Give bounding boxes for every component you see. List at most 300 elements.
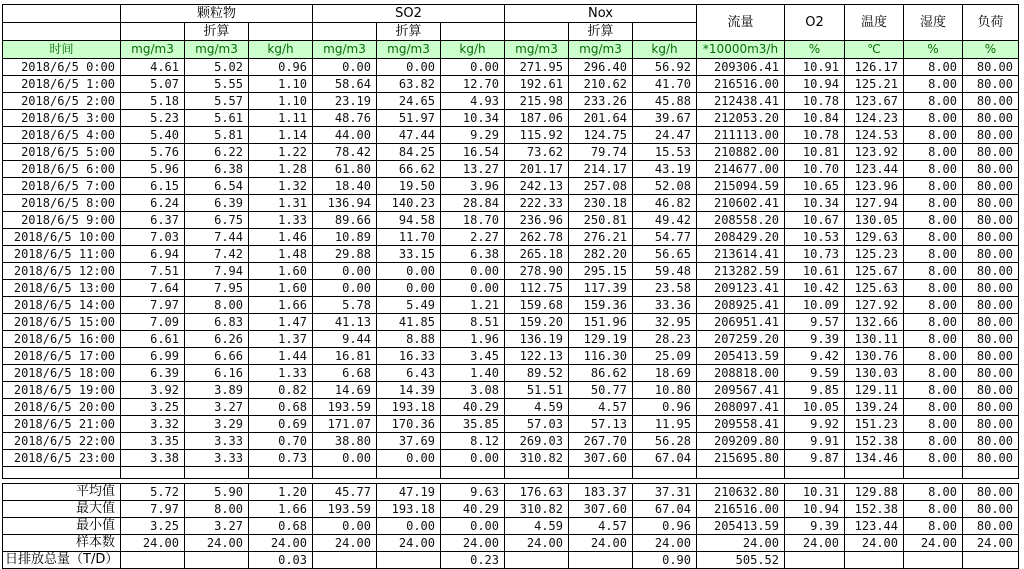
cell-so2-mgm3 <box>313 552 377 569</box>
cell-temp: 130.03 <box>845 365 904 382</box>
cell-nox-mgm3: 176.63 <box>505 484 569 501</box>
cell-o2: 9.85 <box>785 382 845 399</box>
cell-o2: 10.67 <box>785 212 845 229</box>
cell-o2: 24.00 <box>785 535 845 552</box>
cell-load: 80.00 <box>963 331 1019 348</box>
cell-so2-mgm3: 23.19 <box>313 93 377 110</box>
cell-flow: 211113.00 <box>697 127 785 144</box>
cell-flow: 208818.00 <box>697 365 785 382</box>
cell-nox-mgm3: 57.03 <box>505 416 569 433</box>
summary-label: 日排放总量（T/D） <box>3 552 121 569</box>
cell-so2-conv-mgm3: 11.70 <box>377 229 441 246</box>
cell-o2: 10.94 <box>785 501 845 518</box>
unit-nox-kgh: kg/h <box>633 41 697 59</box>
unit-flow: *10000m3/h <box>697 41 785 59</box>
cell-so2-kgh: 3.08 <box>441 382 505 399</box>
header-row-units <box>3 41 1019 59</box>
cell-pm-conv-mgm3: 8.00 <box>185 297 249 314</box>
cell-flow: 212438.41 <box>697 93 785 110</box>
cell-nox-mgm3: 4.59 <box>505 518 569 535</box>
cell-pm-kgh: 0.96 <box>249 59 313 76</box>
cell-so2-kgh: 0.00 <box>441 450 505 467</box>
cell-pm-conv-mgm3: 7.44 <box>185 229 249 246</box>
cell-so2-conv-mgm3: 16.33 <box>377 348 441 365</box>
cell-nox-conv-mgm3: 276.21 <box>569 229 633 246</box>
cell-pm-conv-mgm3: 3.33 <box>185 433 249 450</box>
summary-row <box>3 552 1019 569</box>
cell-flow: 213282.59 <box>697 263 785 280</box>
cell-nox-mgm3: 24.00 <box>505 535 569 552</box>
cell-so2-kgh: 3.96 <box>441 178 505 195</box>
cell-pm-mgm3: 6.15 <box>121 178 185 195</box>
cell-humidity: 8.00 <box>904 484 963 501</box>
cell-o2: 10.42 <box>785 280 845 297</box>
time-column-header: 时间 <box>3 41 121 59</box>
cell-nox-conv-mgm3: 282.20 <box>569 246 633 263</box>
sub-header-so2-conv: 折算 <box>377 23 441 41</box>
cell-nox-kgh: 39.67 <box>633 110 697 127</box>
cell-pm-kgh: 1.32 <box>249 178 313 195</box>
cell-time: 2018/6/5 12:00 <box>3 263 121 280</box>
cell-temp: 123.67 <box>845 93 904 110</box>
cell-nox-kgh: 28.23 <box>633 331 697 348</box>
cell-pm-mgm3: 3.32 <box>121 416 185 433</box>
cell-so2-mgm3: 14.69 <box>313 382 377 399</box>
cell-time: 2018/6/5 5:00 <box>3 144 121 161</box>
empty-cell <box>441 23 505 41</box>
cell-nox-conv-mgm3: 307.60 <box>569 501 633 518</box>
cell-pm-mgm3: 7.03 <box>121 229 185 246</box>
cell-pm-kgh: 0.03 <box>249 552 313 569</box>
table-row <box>3 382 1019 399</box>
cell-nox-kgh: 56.92 <box>633 59 697 76</box>
cell-so2-mgm3: 78.42 <box>313 144 377 161</box>
cell-nox-mgm3: 187.06 <box>505 110 569 127</box>
cell-humidity: 8.00 <box>904 280 963 297</box>
unit-so2-mgm3: mg/m3 <box>313 41 377 59</box>
table-row <box>3 127 1019 144</box>
cell-nox-conv-mgm3: 117.39 <box>569 280 633 297</box>
cell-load: 80.00 <box>963 416 1019 433</box>
cell-load: 80.00 <box>963 433 1019 450</box>
cell-so2-mgm3: 0.00 <box>313 263 377 280</box>
cell-humidity: 8.00 <box>904 144 963 161</box>
cell-nox-conv-mgm3: 116.30 <box>569 348 633 365</box>
cell-so2-mgm3: 61.80 <box>313 161 377 178</box>
cell-o2: 10.61 <box>785 263 845 280</box>
cell-so2-mgm3: 24.00 <box>313 535 377 552</box>
cell-so2-kgh: 0.23 <box>441 552 505 569</box>
cell-nox-conv-mgm3: 57.13 <box>569 416 633 433</box>
cell-temp: 129.63 <box>845 229 904 246</box>
sub-header-nox-conv: 折算 <box>569 23 633 41</box>
cell-so2-kgh: 40.29 <box>441 399 505 416</box>
cell-so2-conv-mgm3: 47.44 <box>377 127 441 144</box>
cell-pm-mgm3: 5.72 <box>121 484 185 501</box>
table-row <box>3 365 1019 382</box>
cell-pm-conv-mgm3: 3.89 <box>185 382 249 399</box>
cell-so2-kgh: 1.21 <box>441 297 505 314</box>
unit-load: % <box>963 41 1019 59</box>
header-o2: O2 <box>785 5 845 41</box>
cell-pm-kgh: 1.60 <box>249 280 313 297</box>
cell-flow: 207259.20 <box>697 331 785 348</box>
cell-temp: 125.67 <box>845 263 904 280</box>
cell-pm-conv-mgm3: 5.90 <box>185 484 249 501</box>
cell-humidity: 8.00 <box>904 195 963 212</box>
cell-nox-conv-mgm3: 307.60 <box>569 450 633 467</box>
header-block <box>3 5 1019 59</box>
unit-so2-conv-mgm3: mg/m3 <box>377 41 441 59</box>
cell-humidity: 8.00 <box>904 433 963 450</box>
cell-time: 2018/6/5 0:00 <box>3 59 121 76</box>
cell-so2-conv-mgm3: 84.25 <box>377 144 441 161</box>
cell-flow: 24.00 <box>697 535 785 552</box>
summary-label: 样本数 <box>3 535 121 552</box>
table-row <box>3 212 1019 229</box>
cell-o2: 9.92 <box>785 416 845 433</box>
cell-o2: 10.78 <box>785 127 845 144</box>
cell-nox-conv-mgm3: 24.00 <box>569 535 633 552</box>
cell-pm-mgm3: 5.07 <box>121 76 185 93</box>
cell-nox-conv-mgm3: 79.74 <box>569 144 633 161</box>
cell-o2: 9.87 <box>785 450 845 467</box>
cell-pm-conv-mgm3: 6.16 <box>185 365 249 382</box>
cell-time: 2018/6/5 2:00 <box>3 93 121 110</box>
cell-so2-kgh: 0.00 <box>441 263 505 280</box>
table-row <box>3 314 1019 331</box>
cell-load: 80.00 <box>963 484 1019 501</box>
cell-load: 80.00 <box>963 348 1019 365</box>
cell-nox-conv-mgm3: 183.37 <box>569 484 633 501</box>
table-row <box>3 246 1019 263</box>
cell-load: 24.00 <box>963 535 1019 552</box>
cell-so2-kgh: 10.34 <box>441 110 505 127</box>
cell-pm-conv-mgm3: 6.83 <box>185 314 249 331</box>
cell-nox-mgm3: 4.59 <box>505 399 569 416</box>
unit-humidity: % <box>904 41 963 59</box>
cell-flow: 208925.41 <box>697 297 785 314</box>
cell-so2-conv-mgm3: 24.65 <box>377 93 441 110</box>
empty-cell <box>313 23 377 41</box>
cell-humidity: 8.00 <box>904 212 963 229</box>
cell-humidity: 8.00 <box>904 110 963 127</box>
cell-o2: 10.34 <box>785 195 845 212</box>
cell-nox-conv-mgm3: 267.70 <box>569 433 633 450</box>
cell-so2-kgh: 0.00 <box>441 59 505 76</box>
cell-flow: 210632.80 <box>697 484 785 501</box>
cell-o2: 9.59 <box>785 365 845 382</box>
cell-so2-conv-mgm3: 66.62 <box>377 161 441 178</box>
cell-nox-mgm3 <box>505 552 569 569</box>
cell-humidity: 8.00 <box>904 178 963 195</box>
cell-load: 80.00 <box>963 76 1019 93</box>
empty-cell <box>697 467 785 479</box>
cell-pm-mgm3: 3.35 <box>121 433 185 450</box>
cell-so2-mgm3: 193.59 <box>313 501 377 518</box>
cell-pm-kgh: 1.66 <box>249 297 313 314</box>
cell-o2: 9.42 <box>785 348 845 365</box>
cell-so2-mgm3: 0.00 <box>313 450 377 467</box>
empty-cell <box>785 467 845 479</box>
cell-nox-kgh: 24.47 <box>633 127 697 144</box>
cell-load: 80.00 <box>963 365 1019 382</box>
cell-so2-conv-mgm3: 193.18 <box>377 501 441 518</box>
table-row <box>3 59 1019 76</box>
cell-load: 80.00 <box>963 280 1019 297</box>
cell-so2-conv-mgm3: 24.00 <box>377 535 441 552</box>
summary-row <box>3 501 1019 518</box>
cell-pm-mgm3: 6.94 <box>121 246 185 263</box>
cell-pm-conv-mgm3: 6.26 <box>185 331 249 348</box>
cell-nox-kgh: 52.08 <box>633 178 697 195</box>
cell-nox-conv-mgm3: 296.40 <box>569 59 633 76</box>
cell-flow: 214677.00 <box>697 161 785 178</box>
cell-humidity: 8.00 <box>904 314 963 331</box>
cell-pm-mgm3: 7.51 <box>121 263 185 280</box>
summary-row <box>3 535 1019 552</box>
cell-nox-mgm3: 310.82 <box>505 450 569 467</box>
cell-load: 80.00 <box>963 161 1019 178</box>
header-row-groups <box>3 5 1019 23</box>
cell-time: 2018/6/5 3:00 <box>3 110 121 127</box>
cell-load: 80.00 <box>963 144 1019 161</box>
cell-so2-mgm3: 0.00 <box>313 59 377 76</box>
cell-flow: 208097.41 <box>697 399 785 416</box>
cell-temp: 129.11 <box>845 382 904 399</box>
cell-nox-conv-mgm3: 230.18 <box>569 195 633 212</box>
cell-so2-conv-mgm3: 193.18 <box>377 399 441 416</box>
cell-nox-kgh: 33.36 <box>633 297 697 314</box>
data-rows <box>3 59 1019 467</box>
cell-nox-kgh: 25.09 <box>633 348 697 365</box>
cell-nox-kgh: 45.88 <box>633 93 697 110</box>
cell-so2-conv-mgm3: 94.58 <box>377 212 441 229</box>
table-row <box>3 433 1019 450</box>
cell-nox-conv-mgm3: 201.64 <box>569 110 633 127</box>
cell-pm-mgm3: 5.76 <box>121 144 185 161</box>
header-load: 负荷 <box>963 5 1019 41</box>
cell-time: 2018/6/5 14:00 <box>3 297 121 314</box>
cell-temp: 129.88 <box>845 484 904 501</box>
summary-row <box>3 518 1019 535</box>
unit-o2: % <box>785 41 845 59</box>
cell-so2-kgh: 18.70 <box>441 212 505 229</box>
cell-so2-conv-mgm3: 41.85 <box>377 314 441 331</box>
empty-cell <box>249 467 313 479</box>
cell-o2: 10.91 <box>785 59 845 76</box>
cell-nox-kgh: 59.48 <box>633 263 697 280</box>
cell-load: 80.00 <box>963 212 1019 229</box>
cell-nox-mgm3: 242.13 <box>505 178 569 195</box>
cell-pm-mgm3: 3.92 <box>121 382 185 399</box>
cell-humidity: 8.00 <box>904 382 963 399</box>
cell-nox-mgm3: 73.62 <box>505 144 569 161</box>
cell-temp: 124.53 <box>845 127 904 144</box>
cell-flow: 210602.41 <box>697 195 785 212</box>
cell-nox-kgh: 15.53 <box>633 144 697 161</box>
cell-pm-mgm3: 6.37 <box>121 212 185 229</box>
cell-humidity: 8.00 <box>904 518 963 535</box>
cell-pm-kgh: 1.33 <box>249 212 313 229</box>
cell-time: 2018/6/5 6:00 <box>3 161 121 178</box>
cell-temp: 123.92 <box>845 144 904 161</box>
cell-nox-conv-mgm3: 295.15 <box>569 263 633 280</box>
cell-nox-conv-mgm3: 210.62 <box>569 76 633 93</box>
table-row <box>3 195 1019 212</box>
cell-nox-kgh: 56.28 <box>633 433 697 450</box>
cell-load: 80.00 <box>963 229 1019 246</box>
empty-cell <box>313 467 377 479</box>
cell-so2-kgh: 3.45 <box>441 348 505 365</box>
cell-time: 2018/6/5 8:00 <box>3 195 121 212</box>
cell-so2-mgm3: 45.77 <box>313 484 377 501</box>
cell-humidity: 8.00 <box>904 229 963 246</box>
cell-flow: 209123.41 <box>697 280 785 297</box>
cell-temp <box>845 552 904 569</box>
cell-o2: 10.53 <box>785 229 845 246</box>
cell-temp: 126.17 <box>845 59 904 76</box>
cell-load: 80.00 <box>963 314 1019 331</box>
cell-pm-mgm3: 3.25 <box>121 518 185 535</box>
cell-nox-kgh: 49.42 <box>633 212 697 229</box>
cell-nox-mgm3: 201.17 <box>505 161 569 178</box>
cell-nox-conv-mgm3: 4.57 <box>569 399 633 416</box>
cell-o2: 10.70 <box>785 161 845 178</box>
cell-so2-conv-mgm3: 63.82 <box>377 76 441 93</box>
cell-so2-mgm3: 58.64 <box>313 76 377 93</box>
cell-humidity: 8.00 <box>904 76 963 93</box>
empty-cell <box>377 467 441 479</box>
table-row <box>3 297 1019 314</box>
cell-nox-kgh: 67.04 <box>633 501 697 518</box>
cell-nox-conv-mgm3: 129.19 <box>569 331 633 348</box>
summary-rows <box>3 484 1019 569</box>
cell-pm-mgm3 <box>121 552 185 569</box>
cell-humidity: 8.00 <box>904 246 963 263</box>
cell-nox-mgm3: 222.33 <box>505 195 569 212</box>
cell-so2-kgh: 0.00 <box>441 518 505 535</box>
cell-load: 80.00 <box>963 382 1019 399</box>
cell-temp: 24.00 <box>845 535 904 552</box>
cell-temp: 130.11 <box>845 331 904 348</box>
empty-cell <box>569 467 633 479</box>
table-row <box>3 93 1019 110</box>
cell-so2-kgh: 16.54 <box>441 144 505 161</box>
cell-time: 2018/6/5 13:00 <box>3 280 121 297</box>
cell-so2-kgh: 1.96 <box>441 331 505 348</box>
unit-temp: ℃ <box>845 41 904 59</box>
cell-so2-conv-mgm3: 19.50 <box>377 178 441 195</box>
cell-load: 80.00 <box>963 110 1019 127</box>
cell-time: 2018/6/5 16:00 <box>3 331 121 348</box>
cell-so2-kgh: 24.00 <box>441 535 505 552</box>
empty-cell <box>845 467 904 479</box>
unit-pm-mgm3: mg/m3 <box>121 41 185 59</box>
cell-nox-mgm3: 112.75 <box>505 280 569 297</box>
cell-o2: 10.65 <box>785 178 845 195</box>
cell-load: 80.00 <box>963 246 1019 263</box>
cell-pm-conv-mgm3: 7.95 <box>185 280 249 297</box>
cell-load <box>963 552 1019 569</box>
cell-nox-kgh: 11.95 <box>633 416 697 433</box>
table-row <box>3 263 1019 280</box>
group-header-nox: Nox <box>505 5 697 23</box>
cell-nox-kgh: 23.58 <box>633 280 697 297</box>
emissions-table <box>2 4 1019 569</box>
cell-pm-kgh: 0.82 <box>249 382 313 399</box>
cell-nox-kgh: 54.77 <box>633 229 697 246</box>
table-row <box>3 348 1019 365</box>
cell-nox-kgh: 0.96 <box>633 399 697 416</box>
cell-pm-conv-mgm3: 5.81 <box>185 127 249 144</box>
cell-o2: 9.57 <box>785 314 845 331</box>
separator-block <box>3 467 1019 484</box>
cell-pm-conv-mgm3: 7.42 <box>185 246 249 263</box>
cell-pm-kgh: 1.11 <box>249 110 313 127</box>
cell-so2-conv-mgm3: 0.00 <box>377 518 441 535</box>
summary-row <box>3 484 1019 501</box>
cell-nox-conv-mgm3: 50.77 <box>569 382 633 399</box>
cell-pm-mgm3: 5.23 <box>121 110 185 127</box>
cell-so2-conv-mgm3: 47.19 <box>377 484 441 501</box>
cell-load: 80.00 <box>963 263 1019 280</box>
cell-pm-kgh: 0.70 <box>249 433 313 450</box>
cell-so2-mgm3: 6.68 <box>313 365 377 382</box>
cell-nox-kgh: 18.69 <box>633 365 697 382</box>
cell-so2-conv-mgm3: 170.36 <box>377 416 441 433</box>
cell-humidity <box>904 552 963 569</box>
cell-nox-kgh: 32.95 <box>633 314 697 331</box>
empty-cell <box>633 467 697 479</box>
cell-pm-kgh: 1.22 <box>249 144 313 161</box>
cell-pm-kgh: 1.44 <box>249 348 313 365</box>
cell-nox-kgh: 43.19 <box>633 161 697 178</box>
cell-pm-conv-mgm3: 5.61 <box>185 110 249 127</box>
table-row <box>3 229 1019 246</box>
cell-pm-mgm3: 24.00 <box>121 535 185 552</box>
cell-time: 2018/6/5 22:00 <box>3 433 121 450</box>
group-header-so2: SO2 <box>313 5 505 23</box>
cell-pm-conv-mgm3: 7.94 <box>185 263 249 280</box>
cell-temp: 152.38 <box>845 501 904 518</box>
cell-pm-mgm3: 6.99 <box>121 348 185 365</box>
cell-temp: 130.76 <box>845 348 904 365</box>
cell-pm-mgm3: 7.97 <box>121 297 185 314</box>
cell-so2-kgh: 13.27 <box>441 161 505 178</box>
cell-pm-kgh: 0.68 <box>249 518 313 535</box>
cell-load: 80.00 <box>963 450 1019 467</box>
header-temp: 温度 <box>845 5 904 41</box>
cell-temp: 127.94 <box>845 195 904 212</box>
cell-so2-conv-mgm3: 37.69 <box>377 433 441 450</box>
cell-flow: 209209.80 <box>697 433 785 450</box>
cell-nox-kgh: 24.00 <box>633 535 697 552</box>
cell-so2-conv-mgm3: 14.39 <box>377 382 441 399</box>
cell-temp: 139.24 <box>845 399 904 416</box>
cell-humidity: 8.00 <box>904 59 963 76</box>
cell-flow: 209567.41 <box>697 382 785 399</box>
cell-so2-kgh: 9.29 <box>441 127 505 144</box>
cell-pm-kgh: 1.33 <box>249 365 313 382</box>
cell-o2: 10.81 <box>785 144 845 161</box>
unit-so2-kgh: kg/h <box>441 41 505 59</box>
cell-humidity: 8.00 <box>904 365 963 382</box>
cell-time: 2018/6/5 15:00 <box>3 314 121 331</box>
cell-pm-conv-mgm3: 6.38 <box>185 161 249 178</box>
cell-o2: 10.73 <box>785 246 845 263</box>
empty-cell <box>963 467 1019 479</box>
